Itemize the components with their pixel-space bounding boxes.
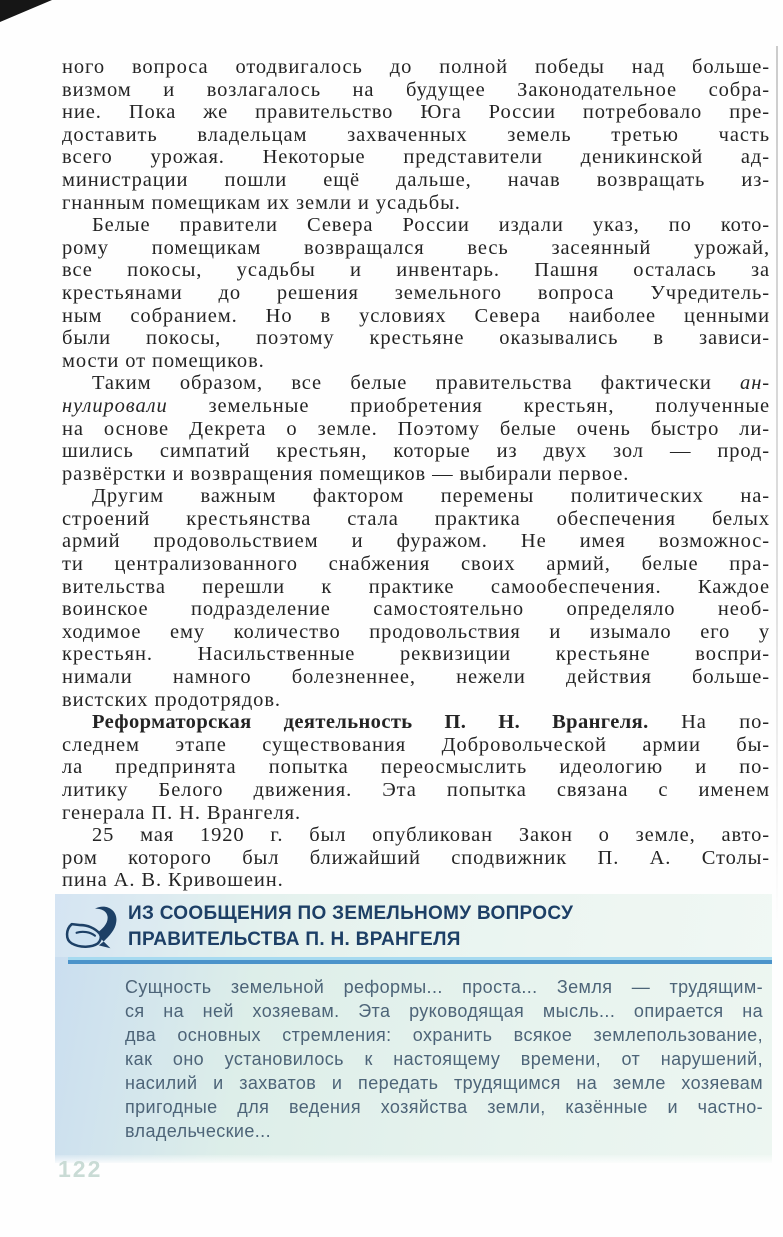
text-line: строений крестьянства стала практика обеспечения белых [62,507,770,530]
quote-text [68,964,772,1155]
text-line: вистских продотрядов. [62,688,281,711]
text-line: развёрстки и возвращения помещиков — выбирали первое. [62,462,630,485]
text-line: нимали намного болезненнее, нежели действия больше- [62,666,770,689]
text-line: Белые правители Севера России издали указ, по кото- [92,214,770,237]
text-line: ного вопроса отодвигалось до полной победы над больше- [62,56,770,78]
text-line: ти централизованного снабжения своих армий, белые пра- [62,553,770,576]
text-line: гнанным помещикам их земли и усадьбы. [62,191,461,214]
text-line: пригодные для ведения хозяйства земли, казённые и частно- [125,1096,763,1117]
text-line: визмом и возлагалось на будущее Законодательное собра- [62,78,770,101]
text-line: всего урожая. Некоторые представители деникинской ад- [62,146,770,169]
text-line: насилий и захватов и передать трудящимся на земле хозяевам [125,1072,763,1093]
page-number: 122 [58,1156,103,1182]
text-line: ние. Пока же правительство Юга России потребовало пре- [62,101,770,124]
writing-hand-icon [59,901,128,951]
text-line: ходимое ему количество продовольствия и изымало его у [62,620,770,643]
body-paragraph [62,485,770,711]
info-box-header [55,894,772,957]
text-line: доставить владельцам захваченных земель третью часть [62,123,770,146]
text-line: армий продовольствием и фуражом. Не имея возможнос- [62,530,770,553]
text-line: министрации пошли ещё дальше, начав возвращать из- [62,168,770,191]
scan-corner-artifact [0,0,52,22]
body-paragraph [62,711,770,824]
text-line: пина А. В. Кривошеин. [62,869,284,892]
text-line: вительства перешли к практике самообеспечения. Каждое [62,575,770,598]
info-box [55,894,772,1163]
text-line: на основе Декрета о земле. Поэтому белые очень быстро ли- [62,417,770,440]
body-text [62,56,770,892]
text-line: мости от помещиков. [62,349,265,372]
body-paragraph [62,214,770,372]
text-line: все покосы, усадьбы и инвентарь. Пашня осталась за [62,259,770,282]
blue-rule [68,957,772,964]
text-line: ным собранием. Но в условиях Севера наиболее ценными [62,304,770,327]
text-line: генерала П. Н. Врангеля. [62,801,302,824]
text-line: были покосы, поэтому крестьяне оказывались в зависи- [62,327,770,350]
text-line: Сущность земельной реформы... проста... Земля — трудящим- [125,976,763,997]
text-line: следнем этапе существования Добровольческой армии бы- [62,733,770,756]
text-line: воинское подразделение самостоятельно определяло необ- [62,598,770,621]
info-box-title [128,901,573,953]
text-line: как оно установилось к настоящему времени, от нарушений, [125,1048,763,1069]
body-paragraph [62,824,770,892]
text-line: ся на ней хозяевам. Эта руководящая мысль... опирается на [125,1000,763,1021]
text-line: ла предпринята попытка переосмыслить идеологию и по- [62,756,770,779]
text-line: Таким образом, все белые правительства фактически ан- [92,372,770,395]
text-line: два основных стремления: охранить всякое землепользование, [125,1024,763,1045]
text-line: литику Белого движения. Эта попытка связана с именем [62,779,770,801]
text-line: владельческие... [125,1120,271,1141]
text-line: крестьян. Насильственные реквизиции крестьяне воспри- [62,643,770,666]
text-line: 25 мая 1920 г. был опубликован Закон о земле, авто- [92,824,770,847]
text-line: рому помещикам возвращался весь засеянный урожай, [62,236,770,259]
body-paragraph [62,372,770,485]
text-line: ром которого был ближайший сподвижник П. А. Столы- [62,846,770,869]
text-line: шились симпатий крестьян, которые из двух зол — прод- [62,440,770,463]
text-line: Реформаторская деятельность П. Н. Врангеля. На по- [92,711,770,734]
body-paragraph [62,56,770,214]
text-line: крестьянами до решения земельного вопроса Учредитель- [62,281,770,304]
page-edge-shadow [776,46,778,926]
info-box-title-line2: ПРАВИТЕЛЬСТВА П. Н. ВРАНГЕЛЯ [128,928,461,950]
text-line: Другим важным фактором перемены политических на- [92,485,770,508]
info-box-title-line1: ИЗ СООБЩЕНИЯ ПО ЗЕМЕЛЬНОМУ ВОПРОСУ [128,902,574,924]
text-line: нулировали земельные приобретения крестьян, полученные [62,394,770,417]
